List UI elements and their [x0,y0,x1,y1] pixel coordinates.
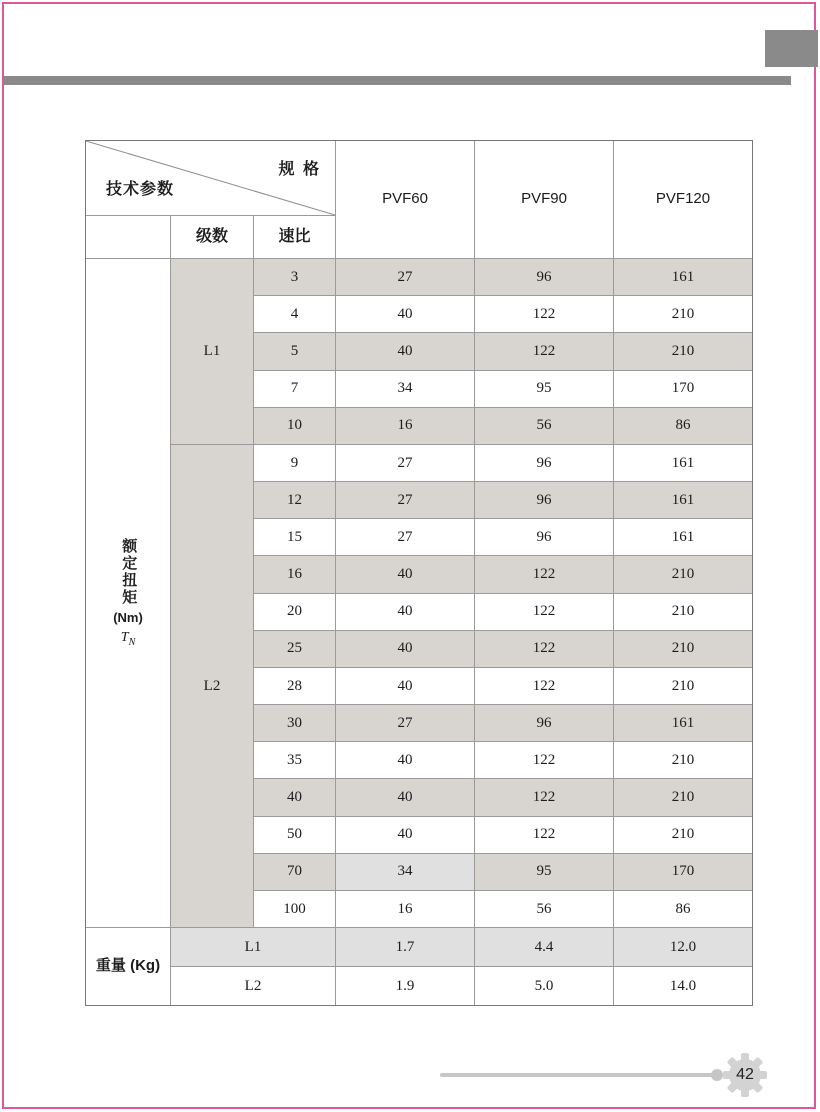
torque-unit: (Nm) [113,609,143,625]
weight-value-cell: 5.0 [475,967,613,1005]
ratio-cell: 12 [254,482,335,518]
torque-title: 额定扭矩 [120,537,138,606]
ratio-cell: 7 [254,371,335,407]
ratio-cell: 30 [254,705,335,741]
weight-value-cell: 14.0 [614,967,752,1005]
weight-stage-cell: L2 [171,967,335,1005]
value-cell: 122 [475,668,613,704]
value-cell: 210 [614,333,752,369]
value-cell: 161 [614,259,752,295]
value-cell: 56 [475,408,613,444]
ratio-cell: 10 [254,408,335,444]
weight-value-cell: 12.0 [614,928,752,966]
stage-cell-l1: L1 [171,259,253,444]
value-cell: 16 [336,891,474,927]
value-cell: 122 [475,817,613,853]
corner-label-params: 技术参数 [106,181,175,199]
value-cell: 96 [475,705,613,741]
value-cell: 95 [475,854,613,890]
weight-value-cell: 1.9 [336,967,474,1005]
ratio-cell: 3 [254,259,335,295]
value-cell: 34 [336,854,474,890]
value-cell: 122 [475,594,613,630]
ratio-column-header: 速比 [254,216,335,258]
value-cell: 27 [336,445,474,481]
value-cell: 122 [475,742,613,778]
ratio-cell: 50 [254,817,335,853]
value-cell: 210 [614,594,752,630]
value-cell: 40 [336,668,474,704]
value-cell: 161 [614,482,752,518]
value-cell: 161 [614,705,752,741]
weight-value-cell: 1.7 [336,928,474,966]
value-cell: 122 [475,631,613,667]
stage-cell-l2: L2 [171,445,253,927]
value-cell: 210 [614,668,752,704]
corner-label-spec: 规 格 [278,161,321,178]
ratio-cell: 25 [254,631,335,667]
ratio-cell: 28 [254,668,335,704]
value-cell: 210 [614,631,752,667]
value-cell: 27 [336,705,474,741]
value-cell: 40 [336,779,474,815]
value-cell: 40 [336,817,474,853]
weight-value-cell: 4.4 [475,928,613,966]
weight-stage-cell: L1 [171,928,335,966]
empty-header-cell [86,216,170,258]
value-cell: 210 [614,779,752,815]
corner-header-cell [86,141,335,215]
spec-table [85,140,753,1006]
value-cell: 122 [475,296,613,332]
ratio-cell: 5 [254,333,335,369]
value-cell: 86 [614,408,752,444]
ratio-cell: 16 [254,556,335,592]
value-cell: 210 [614,296,752,332]
value-cell: 27 [336,482,474,518]
value-cell: 40 [336,296,474,332]
value-cell: 170 [614,371,752,407]
ratio-cell: 40 [254,779,335,815]
value-cell: 96 [475,445,613,481]
value-cell: 210 [614,817,752,853]
torque-row-group-label [86,259,170,927]
ratio-cell: 4 [254,296,335,332]
value-cell: 122 [475,556,613,592]
value-cell: 40 [336,556,474,592]
value-cell: 40 [336,594,474,630]
column-header-pvf90: PVF90 [475,141,613,258]
header-bar [4,76,791,85]
torque-symbol: $T_N$ [120,630,136,649]
ratio-cell: 35 [254,742,335,778]
value-cell: 27 [336,519,474,555]
value-cell: 96 [475,519,613,555]
value-cell: 161 [614,445,752,481]
value-cell: 170 [614,854,752,890]
value-cell: 96 [475,482,613,518]
column-header-pvf120: PVF120 [614,141,752,258]
value-cell: 40 [336,631,474,667]
ratio-cell: 20 [254,594,335,630]
stage-column-header: 级数 [171,216,253,258]
value-cell: 122 [475,333,613,369]
gear-icon [722,1052,768,1098]
value-cell: 95 [475,371,613,407]
page-number: 42 [736,1066,754,1083]
value-cell: 56 [475,891,613,927]
value-cell: 40 [336,333,474,369]
value-cell: 86 [614,891,752,927]
value-cell: 16 [336,408,474,444]
value-cell: 96 [475,259,613,295]
weight-row-group-label: 重量 (Kg) [86,928,170,1005]
value-cell: 210 [614,742,752,778]
value-cell: 210 [614,556,752,592]
value-cell: 40 [336,742,474,778]
value-cell: 122 [475,779,613,815]
footer-rule-line [440,1073,713,1077]
value-cell: 27 [336,259,474,295]
value-cell: 34 [336,371,474,407]
ratio-cell: 100 [254,891,335,927]
ratio-cell: 70 [254,854,335,890]
ratio-cell: 15 [254,519,335,555]
column-header-pvf60: PVF60 [336,141,474,258]
value-cell: 161 [614,519,752,555]
ratio-cell: 9 [254,445,335,481]
header-corner-tab [765,30,818,67]
